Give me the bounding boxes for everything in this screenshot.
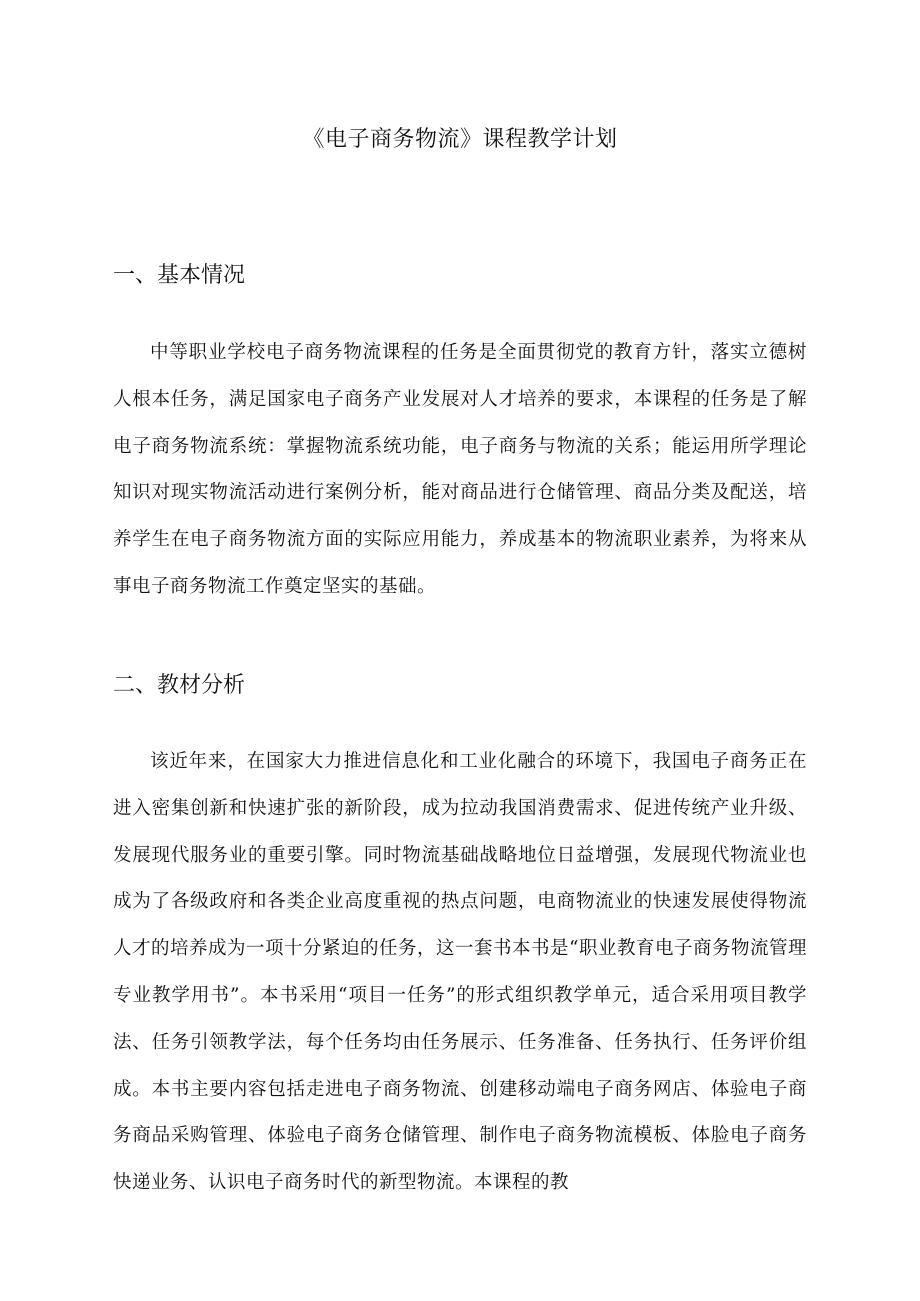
section-heading-textbook-analysis: 二、教材分析 (113, 673, 246, 698)
section-paragraph-basic-info: 中等职业学校电子商务物流课程的任务是全面贯彻党的教育方针，落实立德树人根本任务，满足国家电子商务产业发展对人才培养的要求，本课程的任务是了解电子商务物流系统：掌握物流系统功能，电子商务与物流的关系；能运用所学理论知识对现实物流活动进行案例分析，能对商品进行仓储管理、商品分类及配送，培养学生在电子商务物流方面的实际应用能力，养成基本的物流职业素养，为将来从事电子商务物流工作奠定坚实的基础。 (113, 342, 807, 597)
section-heading-basic-info: 一、基本情况 (113, 263, 246, 288)
document-title: 《电子商务物流》课程教学计划 (302, 127, 618, 152)
section-paragraph-textbook-analysis: 该近年来，在国家大力推进信息化和工业化融合的环境下，我国电子商务正在进入密集创新和快速扩张的新阶段，成为拉动我国消费需求、促进传统产业升级、发展现代服务业的重要引擎。同时物流基础战略地位日益增强，发展现代物流业也成为了各级政府和各类企业高度重视的热点问题，电商物流业的快速发展使得物流人才的培养成为一项十分紧迫的任务，这一套书本书是“职业教育电子商务物流管理专业教学用书”。本书采用“项目一任务”的形式组织教学单元，适合采用项目教学法、任务引领教学法，每个任务均由任务展示、任务准备、任务执行、任务评价组成。本书主要内容包括走进电子商务物流、创建移动端电子商务网店、体验电子商务商品采购管理、体验电子商务仓储管理、制作电子商务物流模板、体脸电子商务快递业务、认识电子商务时代的新型物流。本课程的教 (113, 751, 807, 1194)
